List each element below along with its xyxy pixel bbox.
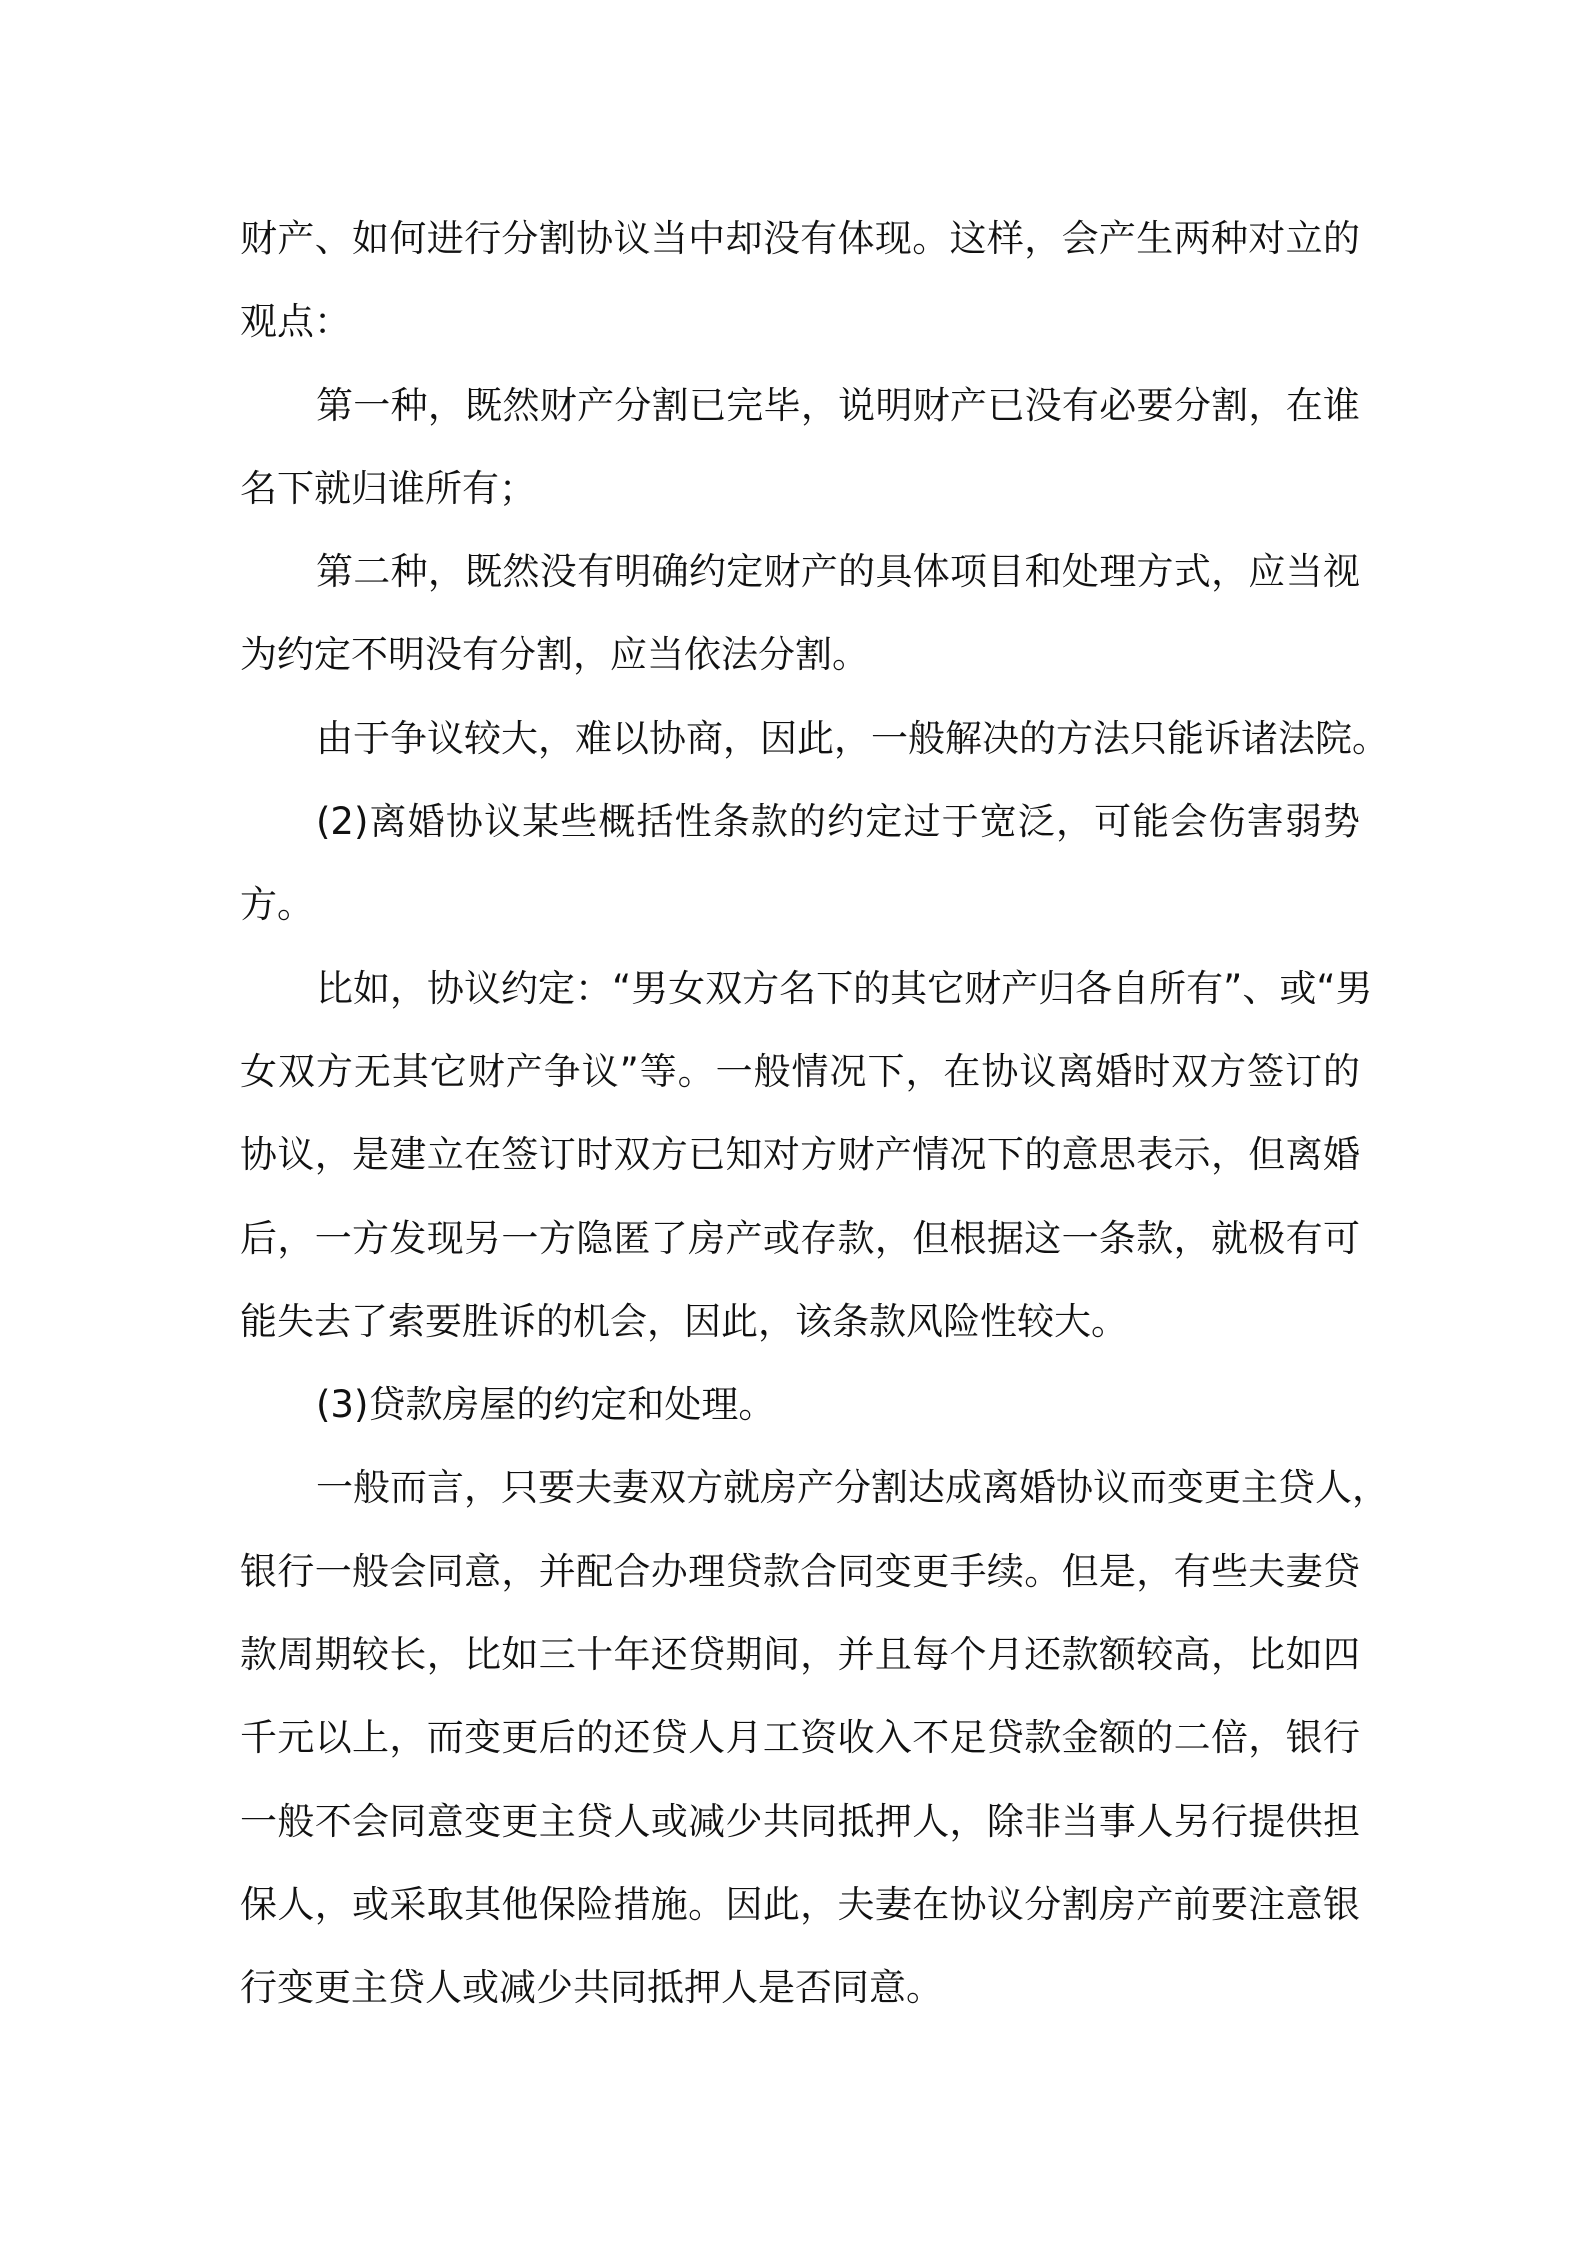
document-body	[240, 197, 1389, 2030]
paragraph-line: (2)离婚协议某些概括性条款的约定过于宽泛，可能会伤害弱势	[316, 800, 1360, 844]
paragraph-line: 第一种，既然财产分割已完毕，说明财产已没有必要分割，在谁	[316, 383, 1360, 427]
paragraph-line: 协议，是建立在签订时双方已知对方财产情况下的意思表示，但离婚	[240, 1133, 1360, 1177]
paragraph-line: 财产、如何进行分割协议当中却没有体现。这样，会产生两种对立的	[240, 217, 1360, 260]
paragraph-line: 能失去了索要胜诉的机会，因此，该条款风险性较大。	[240, 1299, 1128, 1343]
paragraph-line: 银行一般会同意，并配合办理贷款合同变更手续。但是，有些夫妻贷	[240, 1549, 1360, 1593]
paragraph-line: 一般而言，只要夫妻双方就房产分割达成离婚协议而变更主贷人，	[316, 1466, 1389, 1510]
paragraph-line: 千元以上，而变更后的还贷人月工资收入不足贷款金额的二倍，银行	[240, 1716, 1360, 1760]
paragraph-line: 比如，协议约定：“男女双方名下的其它财产归各自所有”、或“男	[316, 966, 1373, 1010]
paragraph-line: 由于争议较大，难以协商，因此，一般解决的方法只能诉诸法院。	[316, 716, 1389, 760]
paragraph-line: 观点：	[240, 300, 351, 344]
paragraph-line: 第二种，既然没有明确约定财产的具体项目和处理方式，应当视	[316, 550, 1360, 594]
paragraph-line: 保人，或采取其他保险措施。因此，夫妻在协议分割房产前要注意银	[240, 1882, 1360, 1926]
paragraph-line: 方。	[240, 883, 314, 927]
paragraph-line: 后，一方发现另一方隐匿了房产或存款，但根据这一条款，就极有可	[240, 1216, 1360, 1260]
paragraph-line: 女双方无其它财产争议”等。一般情况下，在协议离婚时双方签订的	[240, 1049, 1360, 1093]
paragraph-line: 款周期较长，比如三十年还贷期间，并且每个月还款额较高，比如四	[240, 1633, 1360, 1677]
paragraph-line: 一般不会同意变更主贷人或减少共同抵押人，除非当事人另行提供担	[240, 1799, 1360, 1843]
paragraph-line: 名下就归谁所有；	[240, 466, 536, 510]
paragraph-line: 为约定不明没有分割，应当依法分割。	[240, 633, 869, 677]
paragraph-line: 行变更主贷人或减少共同抵押人是否同意。	[240, 1966, 943, 2010]
paragraph-line: (3)贷款房屋的约定和处理。	[316, 1383, 776, 1427]
